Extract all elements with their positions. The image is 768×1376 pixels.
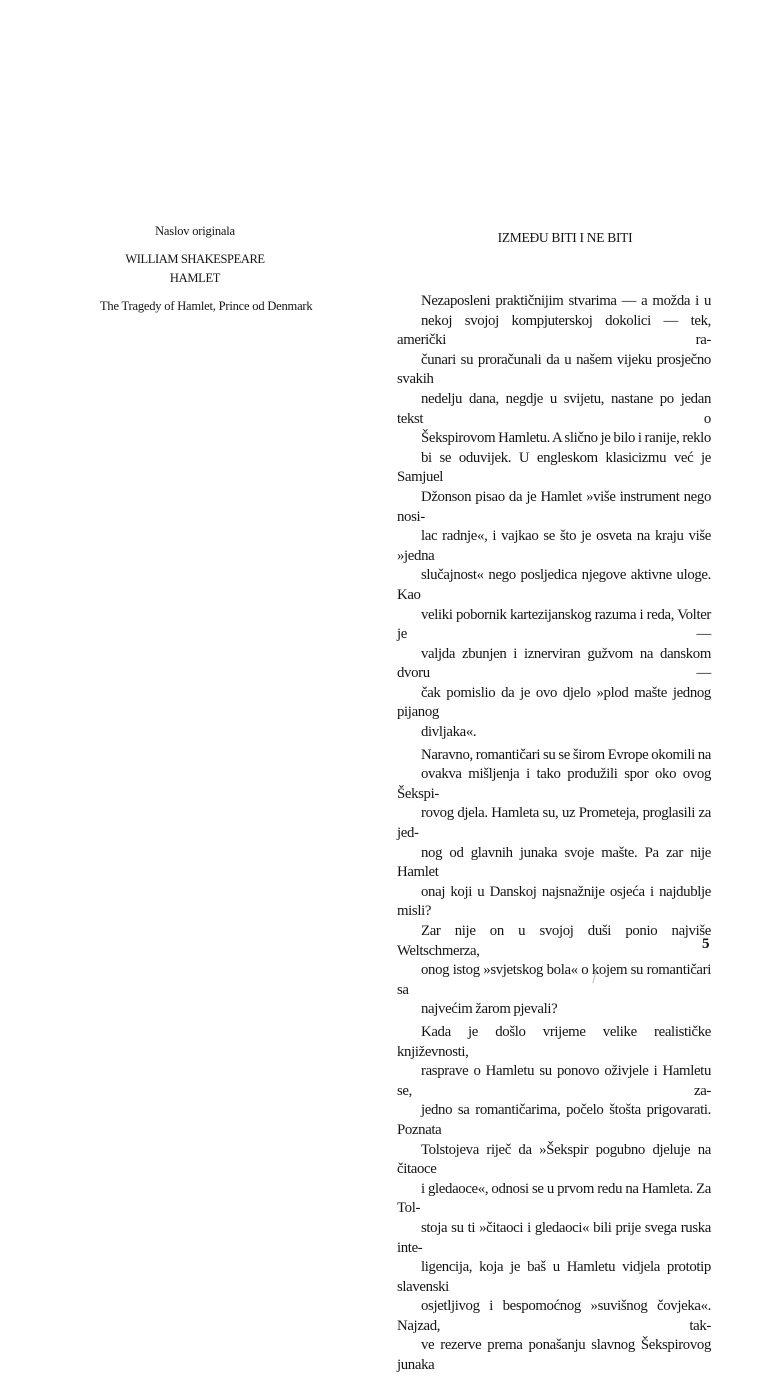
text-line: i gledaoce«, odnosi se u prvom redu na Hamleta. Za Tol- xyxy=(397,1180,711,1217)
title-page-info xyxy=(100,222,313,316)
text-line: Tolstojeva riječ da »Šekspir pogubno djeluje na čitaoce xyxy=(397,1141,711,1178)
text-line: slučajnost« nego posljedica njegove aktivne uloge. Kao xyxy=(397,567,711,603)
work-subtitle: The Tragedy of Hamlet, Prince od Denmark xyxy=(100,299,313,313)
chapter-title: IZMEĐU BITI I NE BITI xyxy=(497,230,633,245)
text-line: nedelju dana, negdje u svijetu, nastane po jedan tekst o xyxy=(397,390,711,427)
text-line: Naravno, romantičari su se širom Evrope okomili na xyxy=(421,746,711,763)
text-line: bi se oduvijek. U engleskom klasicizmu već je Samjuel xyxy=(397,449,711,486)
text-line: Šekspirovom Hamletu. A slično je bilo i ranije, reklo xyxy=(421,430,711,447)
paragraph-2 xyxy=(397,746,711,1020)
body-text xyxy=(397,292,711,1376)
text-line: lac radnje«, i vajkao se što je osveta na kraju više »jedna xyxy=(397,528,711,564)
paragraph-1 xyxy=(397,292,711,743)
text-line: jedno sa romantičarima, počelo štošta prigovarati. Poznata xyxy=(397,1102,711,1138)
text-line: veliki pobornik kartezijanskog razuma i reda, Volter je — xyxy=(397,606,711,643)
text-line: stoja su ti »čitaoci i gledaoci« bili prije svega ruska inte- xyxy=(397,1219,711,1256)
page-number: 5 xyxy=(702,936,710,952)
text-line: rasprave o Hamletu su ponovo oživjele i Hamletu se, za- xyxy=(397,1063,711,1099)
author-name: WILLIAM SHAKESPEARE xyxy=(125,252,265,266)
text-line: onaj koji u Danskoj najsnažnije osjeća i najdublje misli? xyxy=(397,883,711,920)
text-line: ve rezerve prema ponašanju slavnog Šekspirovog junaka xyxy=(397,1337,711,1374)
work-title: HAMLET xyxy=(169,271,221,285)
text-line: Kada je došlo vrijeme velike realističke književnosti, xyxy=(397,1023,711,1060)
text-line: ligencija, koja je baš u Hamletu vidjela prototip slavenski xyxy=(397,1259,711,1295)
text-line: valjda zbunjen i iznerviran gužvom na danskom dvoru — xyxy=(397,645,711,682)
text-line: Zar nije on u svojoj duši ponio najviše Weltschmerza, xyxy=(397,923,711,959)
text-line: nekoj svojoj kompjuterskoj dokolici — tek, američki ra- xyxy=(397,312,711,349)
text-line: rovog djela. Hamleta su, uz Prometeja, proglasili za jed- xyxy=(397,805,711,842)
text-line: najvećim žarom pjevali? xyxy=(421,1001,558,1018)
text-line: nog od glavnih junaka svoje mašte. Pa zar nije Hamlet xyxy=(397,844,711,881)
text-line: divljaka«. xyxy=(421,724,477,741)
text-line: ovakva mišljenja i tako produžili spor oko ovog Šekspi- xyxy=(397,766,711,802)
text-line: Džonson pisao da je Hamlet »više instrument nego nosi- xyxy=(397,488,711,525)
text-line: Nezaposleni praktičnijim stvarima — a možda i u xyxy=(421,293,711,309)
paragraph-3 xyxy=(397,1023,711,1376)
text-line: čak pomislio da je ovo djelo »plod mašte jednog pijanog xyxy=(397,684,711,721)
text-line: osjetljivog i bespomoćnog »suvišnog čovjeka«. Najzad, tak- xyxy=(397,1298,711,1334)
text-line: čunari su proračunali da u našem vijeku prosječno svakih xyxy=(397,351,711,388)
text-line: onog istog »svjetskog bola« o kojem su romantičari sa xyxy=(397,962,711,998)
original-title-label: Naslov originala xyxy=(155,224,235,238)
